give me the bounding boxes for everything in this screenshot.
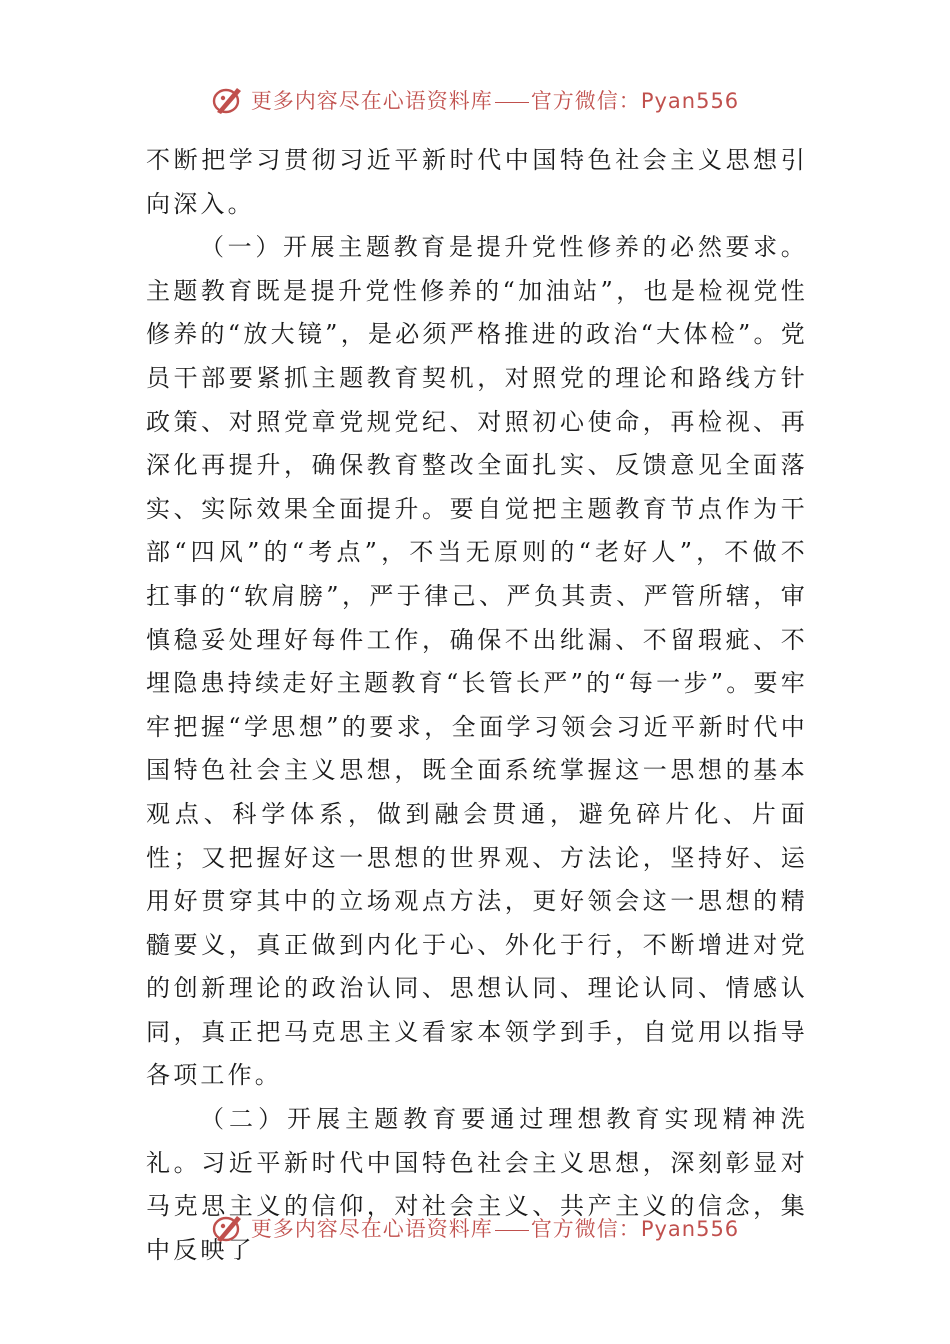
paragraph-continuation: 不断把学习贯彻习近平新时代中国特色社会主义思想引向深入。 bbox=[146, 146, 808, 218]
banner-official-text: 官方微信： bbox=[530, 89, 641, 113]
pen-quill-logo-icon bbox=[211, 83, 245, 117]
header-watermark-banner bbox=[0, 78, 950, 122]
pen-quill-logo-icon bbox=[211, 1211, 245, 1245]
banner-main-text: 更多内容尽在心语资料库 bbox=[250, 1217, 493, 1241]
banner-text bbox=[251, 1213, 739, 1243]
document-body bbox=[146, 139, 808, 1272]
banner-wechat-id: Pyan556 bbox=[640, 1217, 740, 1241]
banner-wechat-id: Pyan556 bbox=[640, 89, 740, 113]
banner-text bbox=[251, 85, 739, 115]
footer-watermark-banner bbox=[0, 1206, 950, 1250]
banner-main-text: 更多内容尽在心语资料库 bbox=[250, 89, 493, 113]
paragraph-section-1: （一）开展主题教育是提升党性修养的必然要求。主题教育既是提升党性修养的“加油站”，也是检视党性修养的“放大镜”，是必须严格推进的政治“大体检”。党员干部要紧抓主题教育契机，对照党的理论和路线方针政策、对照党章党规党纪、对照初心使命，再检视、再深化再提升，确保教育整改全面扎实、反馈意见全面落实、实际效果全面提升。要自觉把主题教育节点作为干部“四风”的“考点”，不当无原则的“老好人”，不做不扛事的“软肩膀”，严于律己、严负其责、严管所辖，审慎稳妥处理好每件工作，确保不出纰漏、不留瑕疵、不埋隐患持续走好主题教育“长管长严”的“每一步”。要牢牢把握“学思想”的要求，全面学习领会习近平新时代中国特色社会主义思想，既全面系统掌握这一思想的基本观点、科学体系，做到融会贯通，避免碎片化、片面性；又把握好这一思想的世界观、方法论，坚持好、运用好贯穿其中的立场观点方法，更好领会这一思想的精髓要义，真正做到内化于心、外化于行，不断增进对党的创新理论的政治认同、思想认同、理论认同、情感认同，真正把马克思主义看家本领学到手，自觉用以指导各项工作。 bbox=[146, 233, 808, 1090]
paragraph-section-2: （二）开展主题教育要通过理想教育实现精神洗礼。习近平新时代中国特色社会主义思想，深刻彰显对马克思主义的信仰，对社会主义、共产主义的信念，集中反映了 bbox=[146, 1105, 808, 1264]
banner-official-text: 官方微信： bbox=[530, 1217, 641, 1241]
banner-dash bbox=[495, 102, 529, 103]
banner-dash bbox=[495, 1230, 529, 1231]
